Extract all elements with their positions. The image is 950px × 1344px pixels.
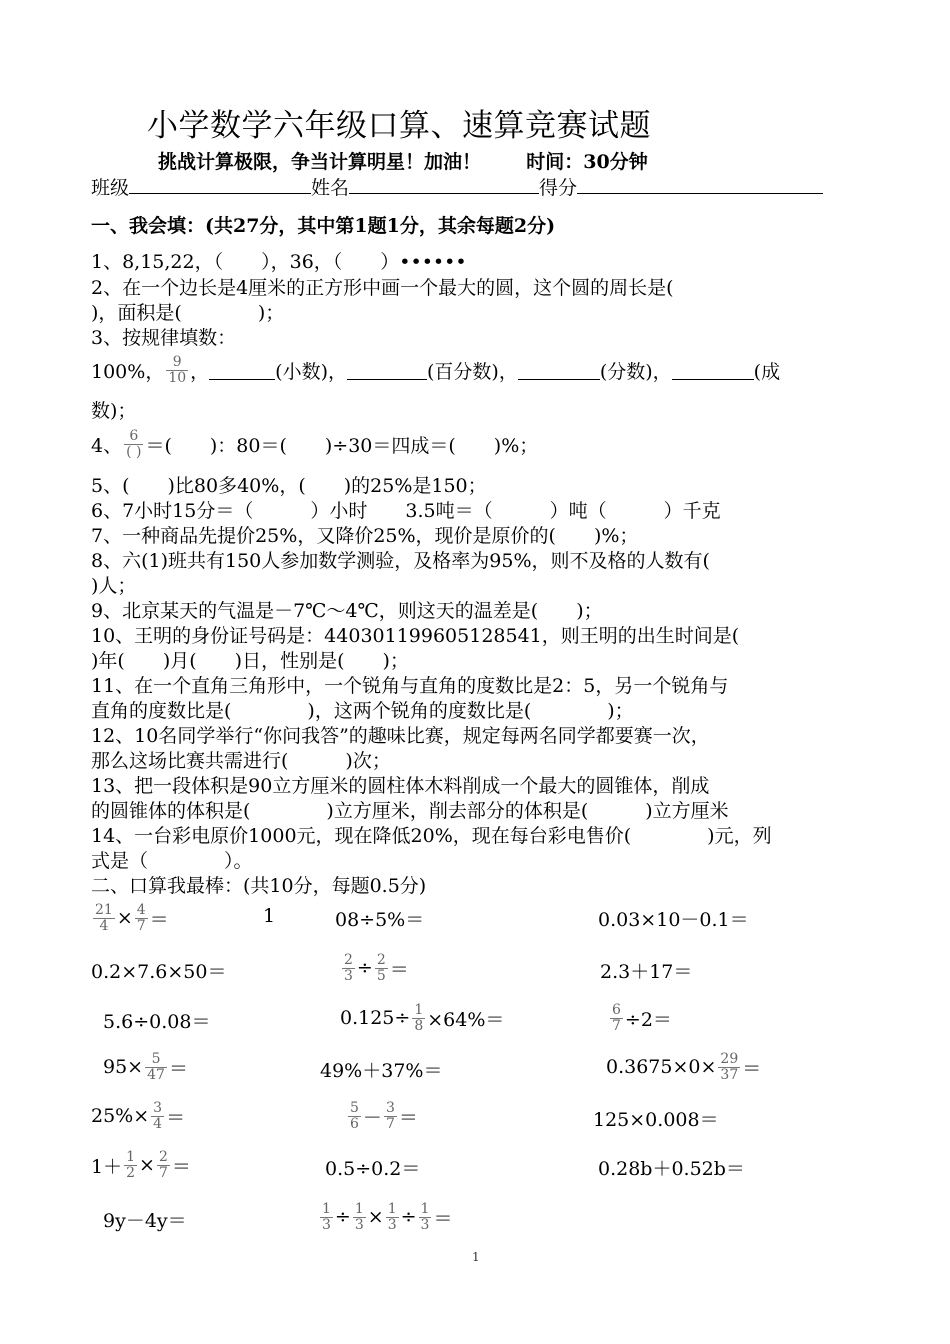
question-7: 7、一种商品先提价25%，又降价25%，现价是原价的( )%； [91,525,639,547]
question-1: 1、8,15,22，（ ），36，（ ）•••••• [91,251,467,273]
fraction: $\frac{21}{4}$ [95,901,113,934]
calc-item: $\frac{1}{3}$ ÷ $\frac{1}{3}$ × $\frac{1}{3}$ ÷ $\frac{1}{3}$ ＝ [322,1200,453,1233]
question-10-line2: )年( )月( )日，性别是( )； [91,650,409,672]
fraction: $\frac{5}{47}$ [147,1050,165,1083]
calc-item: 08÷5%＝ [335,909,425,931]
name-label: 姓名 [311,177,350,199]
question-8-line1: 8、六(1)班共有150人参加数学测验，及格率为95%，则不及格的人数有( [91,550,710,572]
calc-item: 95× $\frac{5}{47}$ ＝ [103,1050,188,1083]
page-number: 1 [472,1250,480,1264]
q4-fraction: $\frac{6}{( )}$ [126,427,142,460]
question-6: 6、7小时15分＝（ ）小时 3.5吨＝（ ）吨（ ）千克 [91,500,721,522]
fraction: $\frac{3}{4}$ [153,1099,163,1132]
question-2-line2: )，面积是( )； [91,302,285,324]
class-field[interactable] [129,174,311,194]
question-14-line2: 式是（ ）。 [91,850,253,872]
fraction: $\frac{1}{8}$ [414,1001,424,1034]
question-14-line1: 14、一台彩电原价1000元，现在降低20%，现在每台彩电售价( )元，列 [91,825,772,847]
calc-item: 0.125÷ $\frac{1}{8}$ ×64%＝ [340,1001,505,1034]
q3-blank-2[interactable] [347,360,427,380]
score-field[interactable] [577,174,823,194]
score-label: 得分 [539,177,578,199]
calc-item: 2.3＋17＝ [600,961,693,983]
q3-part-2: (百分数)， [427,360,518,383]
calc-item: $\frac{5}{6}$ － $\frac{3}{7}$ ＝ [350,1099,418,1132]
calc-item: $\frac{6}{7}$ ÷2＝ [612,1001,672,1034]
question-9: 9、北京某天的气温是－7℃～4℃，则这天的温差是( )； [91,600,603,622]
class-label: 班级 [91,177,130,199]
fraction: $\frac{6}{7}$ [612,1001,621,1034]
question-3-line2: 数)； [91,400,137,422]
student-info-row [91,173,823,200]
calc-item: 25%× $\frac{3}{4}$ ＝ [91,1099,186,1132]
fraction: $\frac{1}{3}$ [322,1200,331,1233]
question-5: 5、( )比80多40%，( )的25%是150； [91,475,487,497]
q3-start: 100%， [91,360,165,383]
fraction: $\frac{2}{3}$ [344,951,353,984]
question-10-line1: 10、王明的身份证号码是：440301199605128541，则王明的出生时间是( [91,625,740,647]
calc-item: 0.2×7.6×50＝ [91,961,227,983]
calc-item: 1＋ $\frac{1}{2}$ × $\frac{2}{7}$ ＝ [91,1148,191,1181]
question-2-line1: 2、在一个边长是4厘米的正方形中画一个最大的圆，这个圆的周长是( [91,277,674,299]
q3-part-1: (小数)， [275,360,347,383]
calc-item: 49%＋37%＝ [320,1060,443,1082]
calc-item: $\frac{21}{4}$ × $\frac{4}{7}$ ＝ [95,901,169,934]
calc-item: 0.03×10－0.1＝ [598,909,749,931]
question-4: 4、 $\frac{6}{( )}$ ＝( )：80＝( )÷30＝四成＝( )%； [91,427,539,460]
calc-item: 9y－4y＝ [103,1210,187,1232]
calc-item: 0.28b＋0.52b＝ [598,1158,745,1180]
calc-item: 0.5÷0.2＝ [325,1158,421,1180]
subtitle-slogan: 挑战计算极限，争当计算明星！加油！ [158,151,482,173]
calc-item-fragment: 1 [263,905,276,927]
question-3-sequence: 100%， $\frac{9}{10}$ ， (小数)， (百分数)， (分数)， (成 [91,353,781,386]
section1-heading: 一、我会填：(共27分，其中第1题1分，其余每题2分) [91,215,556,237]
calc-item: 5.6÷0.08＝ [103,1011,211,1033]
fraction: $\frac{3}{7}$ [385,1099,395,1132]
q3-blank-3[interactable] [518,360,600,380]
fraction: $\frac{1}{2}$ [126,1148,136,1181]
q3-blank-1[interactable] [209,360,275,380]
q3-blank-4[interactable] [672,360,754,380]
question-3: 3、按规律填数： [91,327,237,349]
fraction: $\frac{29}{37}$ [720,1050,739,1083]
question-11-line2: 直角的度数比是( )，这两个锐角的度数比是( )； [91,700,634,722]
fraction: $\frac{1}{3}$ [387,1200,397,1233]
q3-part-4: (成 [753,360,781,383]
question-12-line1: 12、10名同学举行“你问我答”的趣味比赛，规定每两名同学都要赛一次， [91,725,710,747]
calc-item: 0.3675×0× $\frac{29}{37}$ ＝ [606,1050,762,1083]
name-field[interactable] [349,174,539,194]
q3-part-3: (分数)， [599,360,672,383]
question-11-line1: 11、在一个直角三角形中，一个锐角与直角的度数比是2：5，另一个锐角与 [91,675,729,697]
question-8-line2: )人； [91,575,137,597]
fraction: $\frac{4}{7}$ [136,901,146,934]
calc-item: $\frac{2}{3}$ ÷ $\frac{2}{5}$ ＝ [344,951,409,984]
question-12-line2: 那么这场比赛共需进行( )次； [91,750,391,772]
time-limit: 时间：30分钟 [526,151,648,173]
calc-item: 125×0.008＝ [593,1109,719,1131]
fraction: $\frac{2}{5}$ [376,951,386,984]
q3-fraction: $\frac{9}{10}$ [168,353,187,386]
fraction: $\frac{1}{3}$ [420,1200,430,1233]
question-13-line2: 的圆锥体的体积是( )立方厘米，削去部分的体积是( )立方厘米 [91,800,729,822]
section2-heading: 二、口算我最棒：(共10分，每题0.5分) [91,875,427,897]
fraction: $\frac{2}{7}$ [158,1148,168,1181]
subtitle [158,147,648,174]
question-13-line1: 13、把一段体积是90立方厘米的圆柱体木料削成一个最大的圆锥体，削成 [91,775,710,797]
fraction: $\frac{5}{6}$ [350,1099,359,1132]
fraction: $\frac{1}{3}$ [354,1200,364,1233]
page-title: 小学数学六年级口算、速算竞赛试题 [147,108,651,144]
